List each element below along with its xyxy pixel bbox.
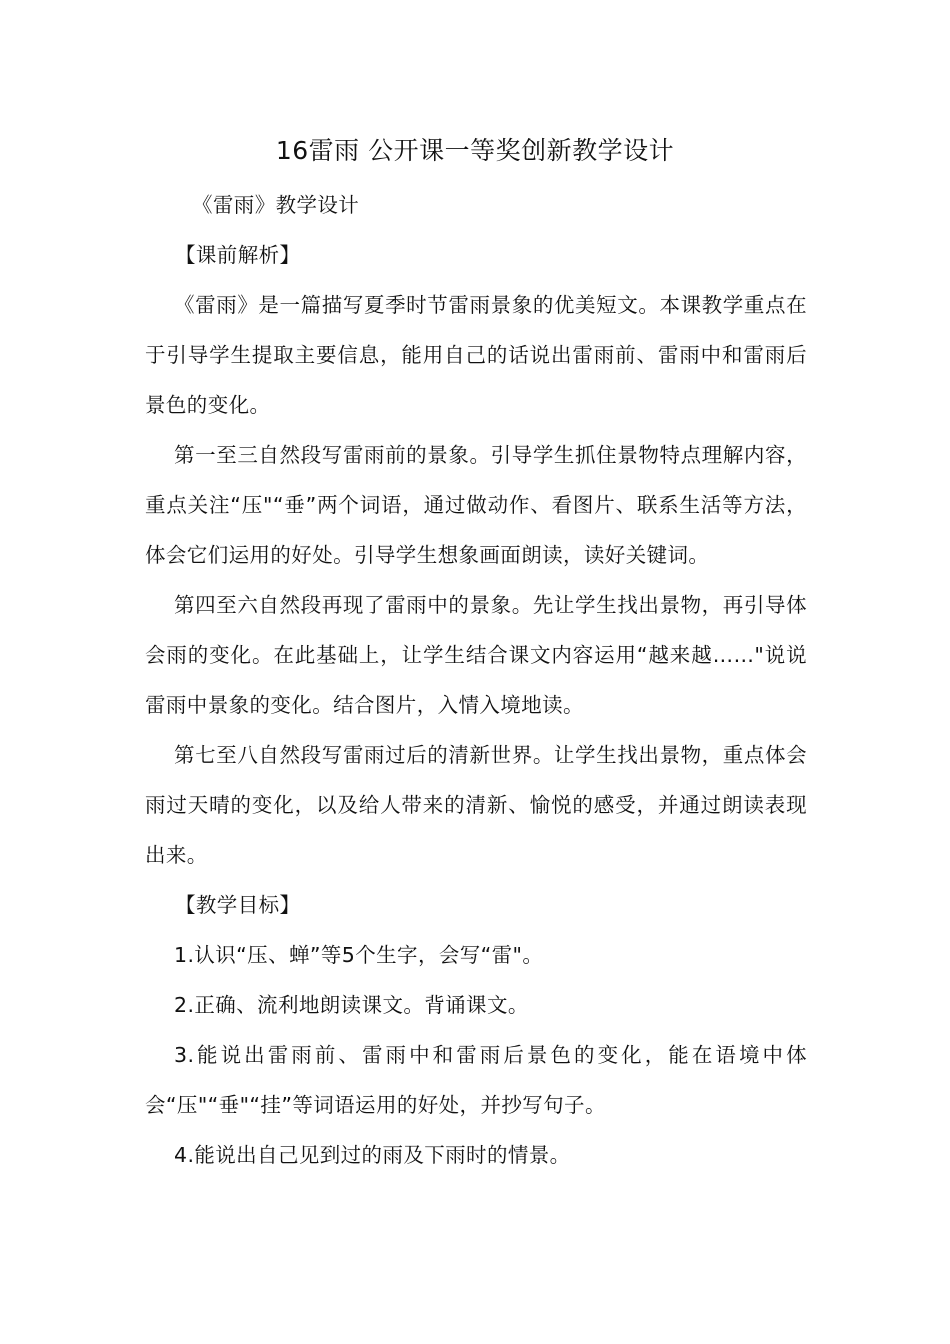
paragraph-part-three: 第七至八自然段写雷雨过后的清新世界。让学生找出景物，重点体会雨过天晴的变化，以及给人带来的清新、愉悦的感受，并通过朗读表现出来。 xyxy=(145,743,807,867)
paragraph-part-one: 第一至三自然段写雷雨前的景象。引导学生抓住景物特点理解内容，重点关注“压"“垂”两个词语，通过做动作、看图片、联系生活等方法，体会它们运用的好处。引导学生想象画面朗读，读好关键词。 xyxy=(145,443,807,567)
document-body xyxy=(145,180,807,1180)
goal-item-3: 3.能说出雷雨前、雷雨中和雷雨后景色的变化，能在语境中体会“压"“垂"“挂”等词语运用的好处，并抄写句子。 xyxy=(145,1043,807,1117)
paragraph-intro: 《雷雨》是一篇描写夏季时节雷雨景象的优美短文。本课教学重点在于引导学生提取主要信息，能用自己的话说出雷雨前、雷雨中和雷雨后景色的变化。 xyxy=(145,293,807,417)
goal-item-1: 1.认识“压、蝉”等5个生字，会写“雷"。 xyxy=(174,943,544,967)
document-title: 16雷雨 公开课一等奖创新教学设计 xyxy=(275,136,675,165)
section-heading-pre-lesson-analysis: 【课前解析】 xyxy=(175,243,301,267)
subtitle-paragraph: 《雷雨》教学设计 xyxy=(192,193,360,217)
goal-item-2: 2.正确、流利地朗读课文。背诵课文。 xyxy=(174,993,529,1017)
paragraph-part-two: 第四至六自然段再现了雷雨中的景象。先让学生找出景物，再引导体会雨的变化。在此基础上，让学生结合课文内容运用“越来越……"说说雷雨中景象的变化。结合图片，入情入境地读。 xyxy=(145,593,807,717)
goal-item-4: 4.能说出自己见到过的雨及下雨时的情景。 xyxy=(174,1143,571,1167)
section-heading-teaching-goals: 【教学目标】 xyxy=(175,893,301,917)
